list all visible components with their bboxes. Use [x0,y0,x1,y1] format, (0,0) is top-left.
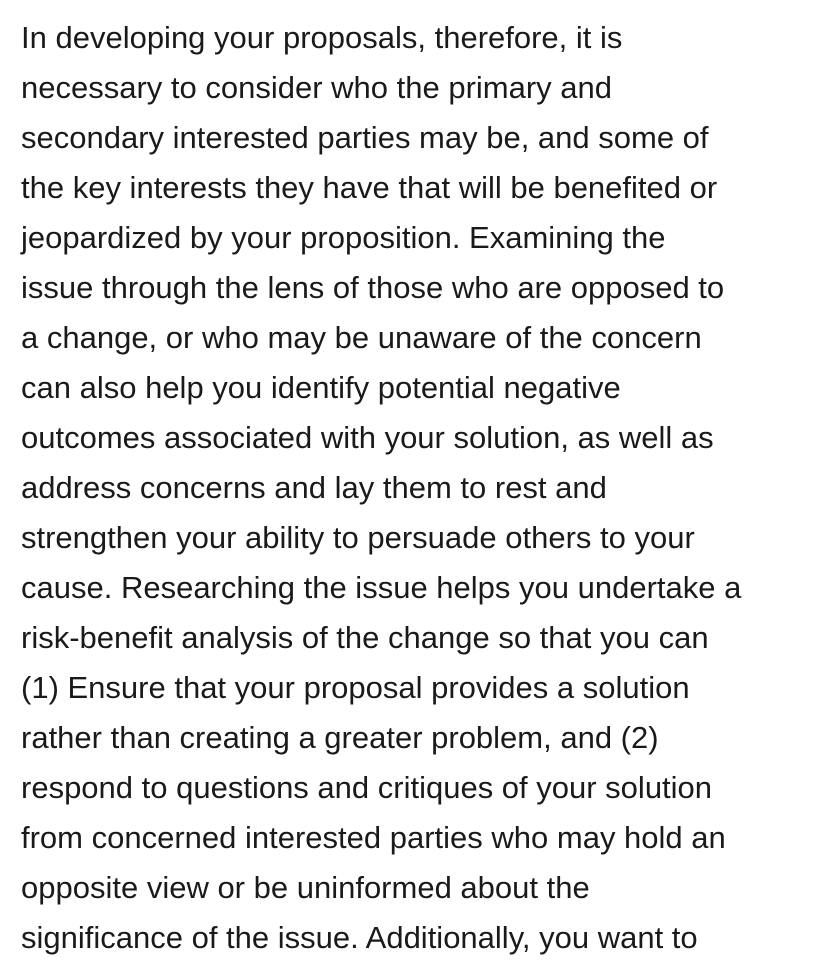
text-line: secondary interested parties may be, and some of [21,120,709,155]
text-line: cause. Researching the issue helps you undertake a [21,570,742,605]
text-line: necessary to consider who the primary and [21,70,613,105]
text-line: from concerned interested parties who may hold an [21,820,726,855]
text-line: address concerns and lay them to rest and [21,470,607,505]
text-line: (1) Ensure that your proposal provides a solution [21,670,690,705]
text-line: strengthen your ability to persuade others to your [21,520,695,555]
text-line: respond to questions and critiques of your solution [21,770,713,805]
body-paragraph [21,13,741,963]
text-line: rather than creating a greater problem, and (2) [21,720,659,755]
text-line: can also help you identify potential negative [21,370,621,405]
text-line: significance of the issue. Additionally, you want to [21,920,698,955]
text-line: the key interests they have that will be benefited or [21,170,718,205]
text-line: a change, or who may be unaware of the concern [21,320,702,355]
text-line: issue through the lens of those who are opposed to [21,270,725,305]
text-line: jeopardized by your proposition. Examining the [21,220,666,255]
text-line: In developing your proposals, therefore, it is [21,20,623,55]
text-line: outcomes associated with your solution, as well as [21,420,714,455]
text-line: risk-benefit analysis of the change so that you can [21,620,709,655]
text-line: opposite view or be uninformed about the [21,870,590,905]
